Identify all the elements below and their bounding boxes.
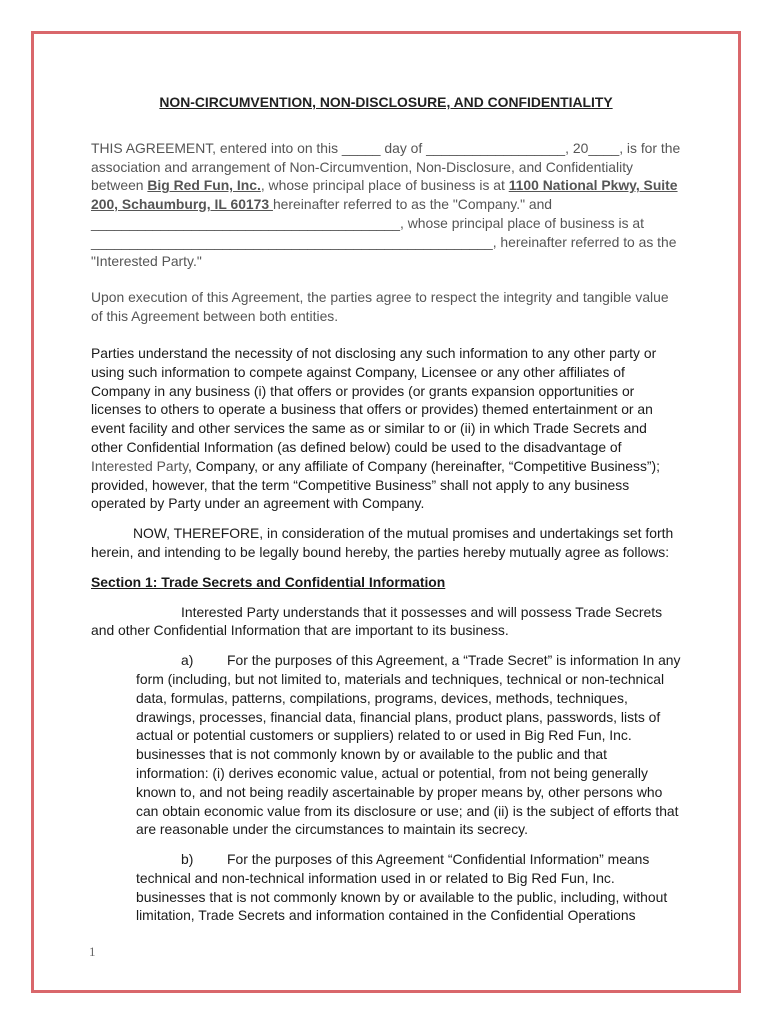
section-1-heading: Section 1: Trade Secrets and Confidential Information — [91, 573, 446, 590]
item-a-label: a) — [181, 652, 194, 669]
item-a-trade-secret — [136, 651, 681, 839]
item-b-confidential-information — [136, 850, 681, 925]
intro-text-c: hereinafter referred to as the "Company." and ________________________________________, whose principal place of business is at ____________________________________________________, hereinafter referred to as the "Interested Party." — [91, 196, 677, 269]
item-b-text: For the purposes of this Agreement “Confidential Information” means technical and non-technical information used in or related to Big Red Fun, Inc. businesses that is not commonly known by or available to the public, including, without limitation, Trade Secrets and information contained in the Confidential Operations — [136, 851, 668, 924]
page-number: 1 — [89, 944, 96, 959]
document-body — [91, 93, 681, 925]
intro-text-a: THIS AGREEMENT, entered into on this _____ day of __________________, 20____, is for the association and arrangement of Non-Circumvention, Non-Disclosure, and Confidentiality between — [91, 139, 681, 194]
execution-paragraph: Upon execution of this Agreement, the parties agree to respect the integrity and tangible value of this Agreement between both entities. — [91, 289, 669, 325]
now-therefore-paragraph: NOW, THEREFORE, in consideration of the mutual promises and undertakings set forth herein, and intending to be legally bound hereby, the parties hereby mutually agree as follows: — [91, 525, 674, 560]
section-1-intro: Interested Party understands that it possesses and will possess Trade Secrets and other Confidential Information that are important to its business. — [91, 603, 663, 639]
parties-text-b: , Company, or any affiliate of Company (hereinafter, “Competitive Business”); provided, however, that the term “Competitive Business” shall not apply to any business operated by Party under an agreement with Company. — [91, 457, 661, 512]
interested-party-term: Interested Party — [91, 457, 189, 474]
item-a-text: For the purposes of this Agreement, a “Trade Secret” is information In any form (including, but not limited to, materials and techniques, technical or non-technical data, formulas, patterns, compilations, programs, devices, methods, techniques, drawings, processes, financial data, financial plans, product plans, passwords, lists of actual or potential customers or suppliers) related to or used in Big Red Fun, Inc. businesses that is not commonly known by or available to the public and that information: (i) derives economic value, actual or potential, from not being generally known to, and not being readily ascertainable by proper means by, other persons who can obtain economic value from its disclosure or use; and (ii) is the subject of efforts that are reasonable under the circumstances to maintain its secrecy. — [136, 652, 681, 838]
intro-text-b: , whose principal place of business is at — [260, 177, 509, 194]
company-address: 1100 National Pkwy, Suite 200, Schaumburg, IL 60173 — [91, 177, 678, 213]
document-title: NON-CIRCUMVENTION, NON-DISCLOSURE, AND CONFIDENTIALITY — [159, 94, 613, 110]
agreement-intro-paragraph — [91, 139, 681, 271]
company-name: Big Red Fun, Inc. — [147, 177, 261, 194]
item-b-label: b) — [181, 851, 194, 868]
parties-text-a: Parties understand the necessity of not disclosing any such information to any other party or using such information to compete against Company, Licensee or any other affiliates of Company in any business (i) that offers or provides (or grants expansion opportunities or licenses to others to operate a business that offers or provides) themed entertainment or an event facility and other services the same as or similar to or (ii) in which Trade Secrets and other Confidential Information (as defined below) could be used to the disadvantage of — [91, 344, 657, 455]
parties-understand-paragraph — [91, 344, 681, 513]
